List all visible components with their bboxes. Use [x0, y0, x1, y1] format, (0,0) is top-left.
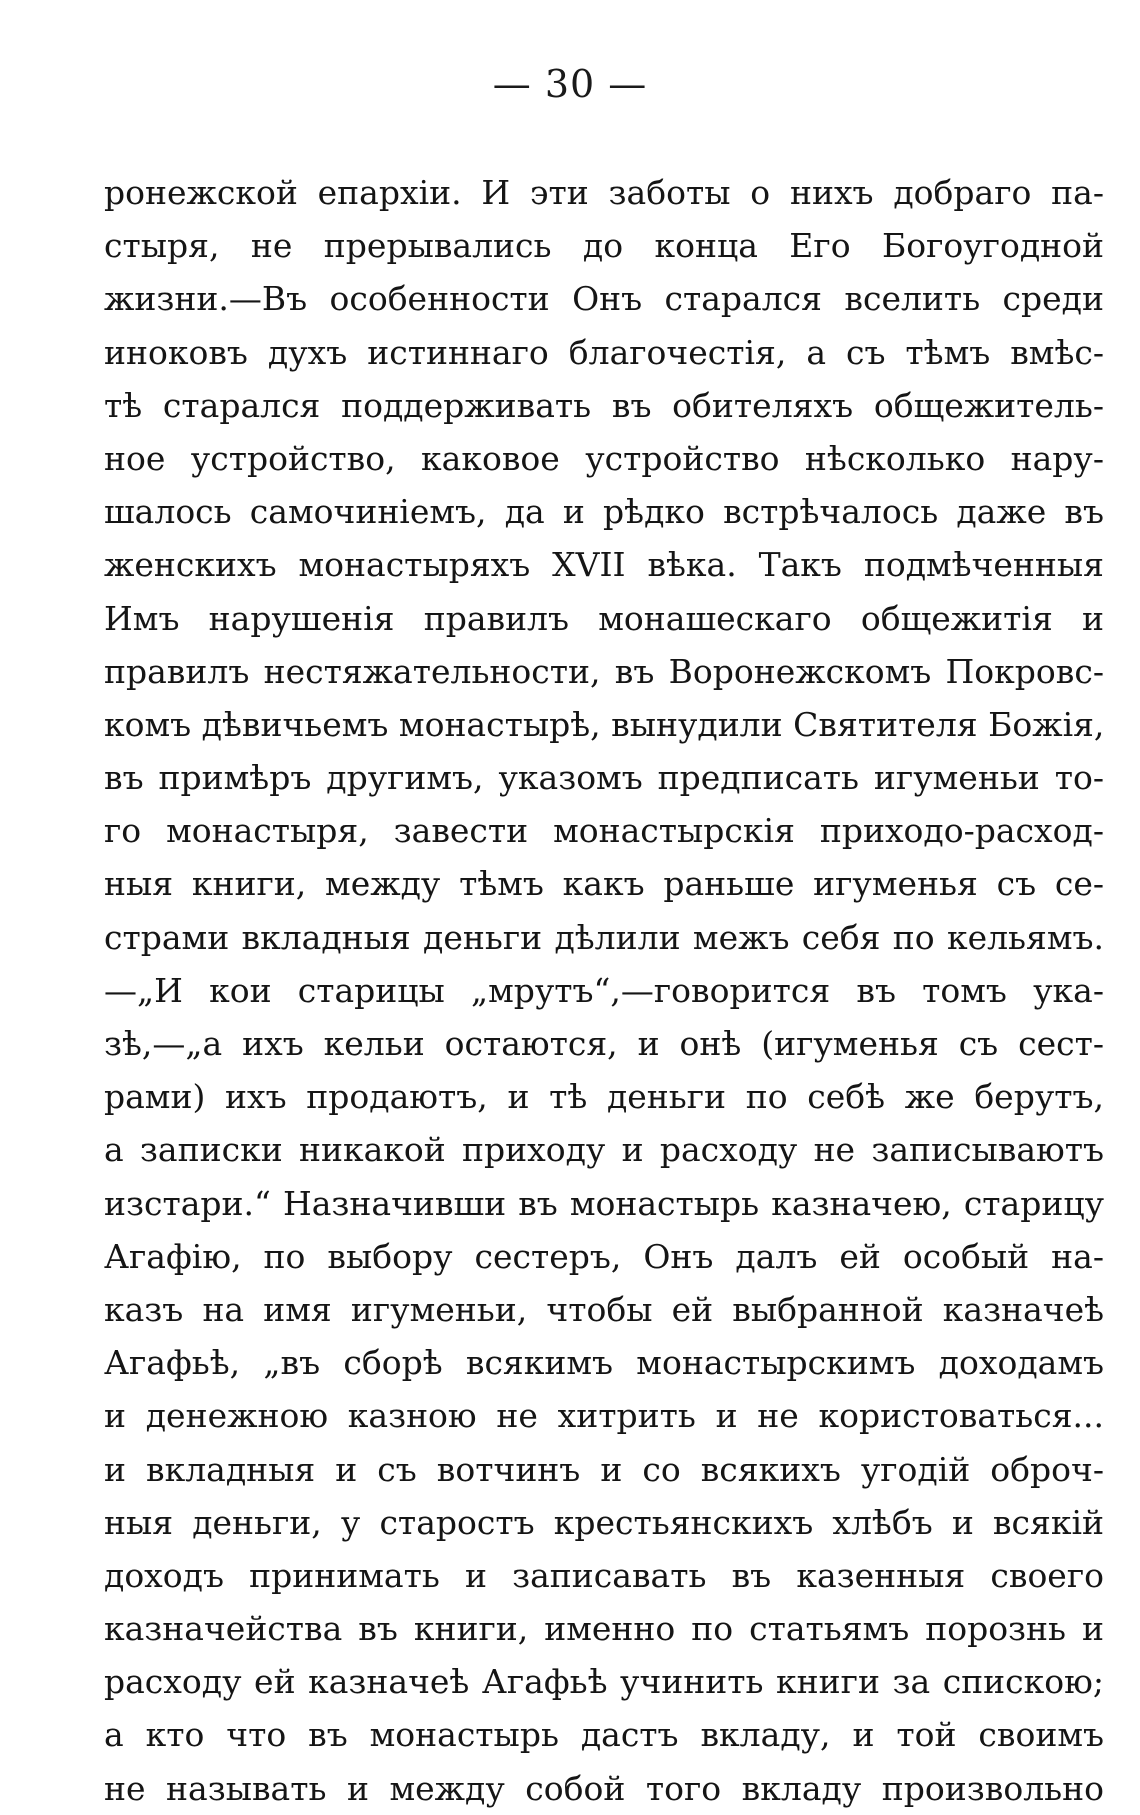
text-line: ронежской епархіи. И эти заботы о нихъ добраго па-	[104, 173, 1104, 212]
text-line: зѣ,—„а ихъ кельи остаются, и онѣ (игуменья съ сест-	[104, 1024, 1104, 1063]
text-line: а записки никакой приходу и расходу не записываютъ	[104, 1130, 1104, 1170]
text-line: а кто что въ монастырь дастъ вкладу, и той своимъ	[104, 1715, 1104, 1755]
body-text	[104, 166, 1104, 1815]
text-line: расходу ей казначеѣ Агафьѣ учинить книги за спискою;	[104, 1662, 1104, 1702]
page-number: — 30 —	[492, 62, 648, 106]
text-line: страми вкладныя деньги дѣлили межъ себя по кельямъ.	[104, 917, 1104, 957]
text-line: казъ на имя игуменьи, чтобы ей выбранной казначеѣ	[104, 1289, 1104, 1329]
text-line: комъ дѣвичьемъ монастырѣ, вынудили Святителя Божія,	[104, 704, 1105, 744]
text-line: Агафію, по выбору сестеръ, Онъ далъ ей особый на-	[104, 1236, 1104, 1276]
text-line: изстари.“ Назначивши въ монастырь казначею, старицу	[104, 1183, 1104, 1223]
text-line: иноковъ духъ истиннаго благочестія, а съ тѣмъ вмѣс-	[104, 332, 1104, 372]
text-line: стыря, не прерывались до конца Его Богоугодной	[104, 226, 1104, 266]
text-line: Агафьѣ, „въ сборѣ всякимъ монастырскимъ доходамъ	[104, 1343, 1104, 1383]
text-line: въ примѣръ другимъ, указомъ предписать игуменьи то-	[104, 758, 1104, 798]
text-line: Имъ нарушенія правилъ монашескаго общежитія и	[104, 598, 1104, 638]
text-line: жизни.—Въ особенности Онъ старался вселить среди	[104, 279, 1104, 319]
text-line: правилъ нестяжательности, въ Воронежскомъ Покровс-	[104, 651, 1104, 691]
text-line: ныя книги, между тѣмъ какъ раньше игуменья съ се-	[104, 864, 1104, 904]
text-line: рами) ихъ продаютъ, и тѣ деньги по себѣ же берутъ,	[104, 1077, 1104, 1117]
text-line: —„И кои старицы „мрутъ“,—говорится въ томъ ука-	[104, 970, 1104, 1010]
text-line: ныя деньги, у старостъ крестьянскихъ хлѣбъ и всякій	[104, 1502, 1104, 1542]
text-line: го монастыря, завести монастырскія приходо-расход-	[104, 811, 1104, 851]
text-line: и вкладныя и съ вотчинъ и со всякихъ угодій оброч-	[104, 1449, 1104, 1489]
text-line: казначейства въ книги, именно по статьямъ порознь и	[104, 1609, 1104, 1649]
text-line: шалось самочиніемъ, да и рѣдко встрѣчалось даже въ	[104, 492, 1104, 532]
text-line: доходъ принимать и записавать въ казенныя своего	[104, 1555, 1104, 1595]
text-line: не называть и между собой того вкладу произвольно	[104, 1768, 1104, 1808]
text-line: тѣ старался поддерживать въ обителяхъ общежитель-	[104, 385, 1104, 425]
text-line: и денежною казною не хитрить и не користоваться...	[104, 1396, 1104, 1436]
text-line: ное устройство, каковое устройство нѣсколько нару-	[104, 438, 1104, 478]
text-line: женскихъ монастыряхъ XVII вѣка. Такъ подмѣченныя	[104, 545, 1104, 585]
